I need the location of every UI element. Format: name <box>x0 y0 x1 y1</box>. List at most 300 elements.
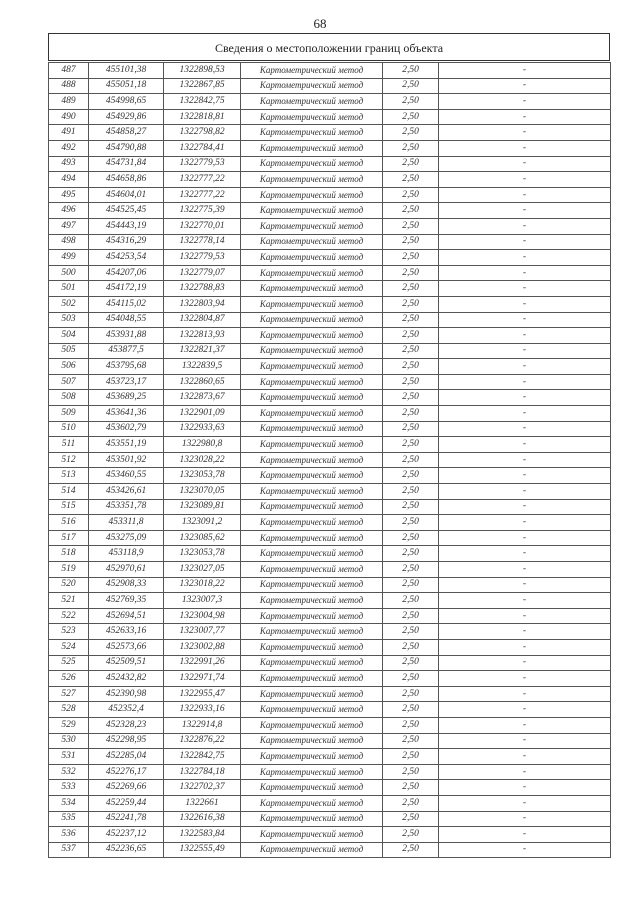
x-coordinate-cell: 452298,95 <box>89 733 164 749</box>
description-cell: - <box>439 639 611 655</box>
y-coordinate-cell: 1322842,75 <box>164 749 241 765</box>
method-cell: Картометрический метод <box>241 312 383 328</box>
x-coordinate-cell: 454731,84 <box>89 156 164 172</box>
point-number-cell: 521 <box>49 593 89 609</box>
y-coordinate-cell: 1323018,22 <box>164 577 241 593</box>
x-coordinate-cell: 452276,17 <box>89 764 164 780</box>
point-number-cell: 500 <box>49 265 89 281</box>
accuracy-cell: 2,50 <box>383 265 439 281</box>
y-coordinate-cell: 1323028,22 <box>164 452 241 468</box>
accuracy-cell: 2,50 <box>383 842 439 858</box>
description-cell: - <box>439 218 611 234</box>
accuracy-cell: 2,50 <box>383 515 439 531</box>
table-row <box>49 296 611 312</box>
y-coordinate-cell: 1323007,77 <box>164 624 241 640</box>
y-coordinate-cell: 1322867,85 <box>164 78 241 94</box>
accuracy-cell: 2,50 <box>383 452 439 468</box>
accuracy-cell: 2,50 <box>383 671 439 687</box>
point-number-cell: 512 <box>49 452 89 468</box>
y-coordinate-cell: 1322933,63 <box>164 421 241 437</box>
table-body <box>49 63 611 858</box>
x-coordinate-cell: 453351,78 <box>89 499 164 515</box>
description-cell: - <box>439 733 611 749</box>
method-cell: Картометрический метод <box>241 530 383 546</box>
description-cell: - <box>439 234 611 250</box>
y-coordinate-cell: 1322779,53 <box>164 156 241 172</box>
table-row <box>49 359 611 375</box>
y-coordinate-cell: 1323053,78 <box>164 468 241 484</box>
method-cell: Картометрический метод <box>241 733 383 749</box>
table-row <box>49 515 611 531</box>
y-coordinate-cell: 1322933,16 <box>164 702 241 718</box>
y-coordinate-cell: 1322914,8 <box>164 717 241 733</box>
x-coordinate-cell: 452390,98 <box>89 686 164 702</box>
method-cell: Картометрический метод <box>241 250 383 266</box>
point-number-cell: 523 <box>49 624 89 640</box>
table-row <box>49 328 611 344</box>
table-row <box>49 577 611 593</box>
method-cell: Картометрический метод <box>241 125 383 141</box>
table-row <box>49 452 611 468</box>
y-coordinate-cell: 1322860,65 <box>164 374 241 390</box>
method-cell: Картометрический метод <box>241 749 383 765</box>
description-cell: - <box>439 764 611 780</box>
point-number-cell: 510 <box>49 421 89 437</box>
point-number-cell: 522 <box>49 608 89 624</box>
table-row <box>49 312 611 328</box>
method-cell: Картометрический метод <box>241 109 383 125</box>
point-number-cell: 499 <box>49 250 89 266</box>
table-row <box>49 437 611 453</box>
description-cell: - <box>439 187 611 203</box>
table-row <box>49 733 611 749</box>
method-cell: Картометрический метод <box>241 827 383 843</box>
table-row <box>49 265 611 281</box>
table-row <box>49 546 611 562</box>
point-number-cell: 501 <box>49 281 89 297</box>
table-row <box>49 94 611 110</box>
description-cell: - <box>439 343 611 359</box>
x-coordinate-cell: 452269,66 <box>89 780 164 796</box>
x-coordinate-cell: 452328,23 <box>89 717 164 733</box>
x-coordinate-cell: 453118,9 <box>89 546 164 562</box>
accuracy-cell: 2,50 <box>383 187 439 203</box>
x-coordinate-cell: 453689,25 <box>89 390 164 406</box>
y-coordinate-cell: 1322779,07 <box>164 265 241 281</box>
description-cell: - <box>439 281 611 297</box>
x-coordinate-cell: 452241,78 <box>89 811 164 827</box>
x-coordinate-cell: 454658,86 <box>89 172 164 188</box>
x-coordinate-cell: 455051,18 <box>89 78 164 94</box>
accuracy-cell: 2,50 <box>383 733 439 749</box>
accuracy-cell: 2,50 <box>383 811 439 827</box>
table-row <box>49 374 611 390</box>
x-coordinate-cell: 454048,55 <box>89 312 164 328</box>
method-cell: Картометрический метод <box>241 562 383 578</box>
description-cell: - <box>439 390 611 406</box>
description-cell: - <box>439 577 611 593</box>
description-cell: - <box>439 499 611 515</box>
table-row <box>49 109 611 125</box>
point-number-cell: 489 <box>49 94 89 110</box>
point-number-cell: 488 <box>49 78 89 94</box>
table-row <box>49 499 611 515</box>
x-coordinate-cell: 454443,19 <box>89 218 164 234</box>
accuracy-cell: 2,50 <box>383 281 439 297</box>
accuracy-cell: 2,50 <box>383 63 439 79</box>
method-cell: Картометрический метод <box>241 343 383 359</box>
method-cell: Картометрический метод <box>241 671 383 687</box>
y-coordinate-cell: 1322777,22 <box>164 187 241 203</box>
y-coordinate-cell: 1322702,37 <box>164 780 241 796</box>
x-coordinate-cell: 453460,55 <box>89 468 164 484</box>
table-row <box>49 390 611 406</box>
description-cell: - <box>439 624 611 640</box>
table-row <box>49 406 611 422</box>
x-coordinate-cell: 453931,88 <box>89 328 164 344</box>
x-coordinate-cell: 453275,09 <box>89 530 164 546</box>
accuracy-cell: 2,50 <box>383 686 439 702</box>
method-cell: Картометрический метод <box>241 639 383 655</box>
method-cell: Картометрический метод <box>241 296 383 312</box>
accuracy-cell: 2,50 <box>383 764 439 780</box>
y-coordinate-cell: 1322839,5 <box>164 359 241 375</box>
description-cell: - <box>439 468 611 484</box>
method-cell: Картометрический метод <box>241 374 383 390</box>
y-coordinate-cell: 1322583,84 <box>164 827 241 843</box>
y-coordinate-cell: 1322784,18 <box>164 764 241 780</box>
method-cell: Картометрический метод <box>241 577 383 593</box>
method-cell: Картометрический метод <box>241 593 383 609</box>
table-row <box>49 125 611 141</box>
table-row <box>49 250 611 266</box>
y-coordinate-cell: 1322616,38 <box>164 811 241 827</box>
y-coordinate-cell: 1323070,05 <box>164 484 241 500</box>
method-cell: Картометрический метод <box>241 717 383 733</box>
point-number-cell: 518 <box>49 546 89 562</box>
accuracy-cell: 2,50 <box>383 156 439 172</box>
table-row <box>49 203 611 219</box>
accuracy-cell: 2,50 <box>383 749 439 765</box>
method-cell: Картометрический метод <box>241 702 383 718</box>
y-coordinate-cell: 1323091,2 <box>164 515 241 531</box>
point-number-cell: 519 <box>49 562 89 578</box>
accuracy-cell: 2,50 <box>383 78 439 94</box>
method-cell: Картометрический метод <box>241 780 383 796</box>
method-cell: Картометрический метод <box>241 281 383 297</box>
method-cell: Картометрический метод <box>241 265 383 281</box>
method-cell: Картометрический метод <box>241 468 383 484</box>
table-row <box>49 562 611 578</box>
x-coordinate-cell: 452352,4 <box>89 702 164 718</box>
table-row <box>49 187 611 203</box>
table-row <box>49 639 611 655</box>
point-number-cell: 509 <box>49 406 89 422</box>
y-coordinate-cell: 1322955,47 <box>164 686 241 702</box>
method-cell: Картометрический метод <box>241 811 383 827</box>
y-coordinate-cell: 1322784,41 <box>164 140 241 156</box>
y-coordinate-cell: 1322661 <box>164 795 241 811</box>
point-number-cell: 536 <box>49 827 89 843</box>
point-number-cell: 493 <box>49 156 89 172</box>
method-cell: Картометрический метод <box>241 63 383 79</box>
x-coordinate-cell: 454207,06 <box>89 265 164 281</box>
table-row <box>49 686 611 702</box>
method-cell: Картометрический метод <box>241 608 383 624</box>
x-coordinate-cell: 452769,35 <box>89 593 164 609</box>
accuracy-cell: 2,50 <box>383 406 439 422</box>
y-coordinate-cell: 1322770,01 <box>164 218 241 234</box>
description-cell: - <box>439 78 611 94</box>
point-number-cell: 496 <box>49 203 89 219</box>
page-number: 68 <box>313 16 327 31</box>
description-cell: - <box>439 749 611 765</box>
accuracy-cell: 2,50 <box>383 577 439 593</box>
accuracy-cell: 2,50 <box>383 359 439 375</box>
y-coordinate-cell: 1322991,26 <box>164 655 241 671</box>
y-coordinate-cell: 1322555,49 <box>164 842 241 858</box>
accuracy-cell: 2,50 <box>383 172 439 188</box>
x-coordinate-cell: 453877,5 <box>89 343 164 359</box>
y-coordinate-cell: 1323002,88 <box>164 639 241 655</box>
y-coordinate-cell: 1322818,81 <box>164 109 241 125</box>
point-number-cell: 516 <box>49 515 89 531</box>
description-cell: - <box>439 296 611 312</box>
table-row <box>49 530 611 546</box>
table-row <box>49 780 611 796</box>
description-cell: - <box>439 94 611 110</box>
method-cell: Картометрический метод <box>241 140 383 156</box>
point-number-cell: 529 <box>49 717 89 733</box>
x-coordinate-cell: 454172,19 <box>89 281 164 297</box>
y-coordinate-cell: 1322798,82 <box>164 125 241 141</box>
description-cell: - <box>439 374 611 390</box>
table-row <box>49 343 611 359</box>
method-cell: Картометрический метод <box>241 437 383 453</box>
accuracy-cell: 2,50 <box>383 312 439 328</box>
y-coordinate-cell: 1322788,83 <box>164 281 241 297</box>
description-cell: - <box>439 686 611 702</box>
point-number-cell: 490 <box>49 109 89 125</box>
y-coordinate-cell: 1322898,53 <box>164 63 241 79</box>
y-coordinate-cell: 1322842,75 <box>164 94 241 110</box>
method-cell: Картометрический метод <box>241 78 383 94</box>
accuracy-cell: 2,50 <box>383 421 439 437</box>
point-number-cell: 498 <box>49 234 89 250</box>
description-cell: - <box>439 530 611 546</box>
description-cell: - <box>439 562 611 578</box>
y-coordinate-cell: 1323027,05 <box>164 562 241 578</box>
method-cell: Картометрический метод <box>241 842 383 858</box>
point-number-cell: 487 <box>49 63 89 79</box>
accuracy-cell: 2,50 <box>383 203 439 219</box>
table-title: Сведения о местоположении границ объекта <box>48 33 610 61</box>
point-number-cell: 514 <box>49 484 89 500</box>
method-cell: Картометрический метод <box>241 390 383 406</box>
method-cell: Картометрический метод <box>241 499 383 515</box>
x-coordinate-cell: 454316,29 <box>89 234 164 250</box>
x-coordinate-cell: 453602,79 <box>89 421 164 437</box>
accuracy-cell: 2,50 <box>383 530 439 546</box>
table-row <box>49 608 611 624</box>
description-cell: - <box>439 406 611 422</box>
point-number-cell: 492 <box>49 140 89 156</box>
table-row <box>49 702 611 718</box>
x-coordinate-cell: 454525,45 <box>89 203 164 219</box>
x-coordinate-cell: 452259,44 <box>89 795 164 811</box>
accuracy-cell: 2,50 <box>383 593 439 609</box>
x-coordinate-cell: 454115,02 <box>89 296 164 312</box>
point-number-cell: 524 <box>49 639 89 655</box>
description-cell: - <box>439 842 611 858</box>
table-row <box>49 624 611 640</box>
table-row <box>49 749 611 765</box>
description-cell: - <box>439 795 611 811</box>
coordinates-table-container <box>48 33 610 858</box>
accuracy-cell: 2,50 <box>383 437 439 453</box>
x-coordinate-cell: 452694,51 <box>89 608 164 624</box>
y-coordinate-cell: 1322876,22 <box>164 733 241 749</box>
accuracy-cell: 2,50 <box>383 468 439 484</box>
accuracy-cell: 2,50 <box>383 624 439 640</box>
accuracy-cell: 2,50 <box>383 374 439 390</box>
accuracy-cell: 2,50 <box>383 328 439 344</box>
accuracy-cell: 2,50 <box>383 250 439 266</box>
method-cell: Картометрический метод <box>241 328 383 344</box>
table-row <box>49 795 611 811</box>
point-number-cell: 515 <box>49 499 89 515</box>
table-row <box>49 140 611 156</box>
x-coordinate-cell: 452633,16 <box>89 624 164 640</box>
description-cell: - <box>439 593 611 609</box>
accuracy-cell: 2,50 <box>383 546 439 562</box>
x-coordinate-cell: 453723,17 <box>89 374 164 390</box>
accuracy-cell: 2,50 <box>383 140 439 156</box>
table-row <box>49 811 611 827</box>
point-number-cell: 527 <box>49 686 89 702</box>
x-coordinate-cell: 453641,36 <box>89 406 164 422</box>
point-number-cell: 534 <box>49 795 89 811</box>
x-coordinate-cell: 454253,54 <box>89 250 164 266</box>
method-cell: Картометрический метод <box>241 795 383 811</box>
point-number-cell: 506 <box>49 359 89 375</box>
table-row <box>49 218 611 234</box>
x-coordinate-cell: 453311,8 <box>89 515 164 531</box>
point-number-cell: 511 <box>49 437 89 453</box>
x-coordinate-cell: 454998,65 <box>89 94 164 110</box>
x-coordinate-cell: 452285,04 <box>89 749 164 765</box>
table-row <box>49 717 611 733</box>
x-coordinate-cell: 454858,27 <box>89 125 164 141</box>
description-cell: - <box>439 671 611 687</box>
table-row <box>49 63 611 79</box>
x-coordinate-cell: 454790,88 <box>89 140 164 156</box>
y-coordinate-cell: 1322779,53 <box>164 250 241 266</box>
y-coordinate-cell: 1323053,78 <box>164 546 241 562</box>
point-number-cell: 497 <box>49 218 89 234</box>
description-cell: - <box>439 515 611 531</box>
accuracy-cell: 2,50 <box>383 296 439 312</box>
description-cell: - <box>439 63 611 79</box>
accuracy-cell: 2,50 <box>383 608 439 624</box>
y-coordinate-cell: 1323085,62 <box>164 530 241 546</box>
y-coordinate-cell: 1322901,09 <box>164 406 241 422</box>
method-cell: Картометрический метод <box>241 203 383 219</box>
accuracy-cell: 2,50 <box>383 702 439 718</box>
x-coordinate-cell: 453795,68 <box>89 359 164 375</box>
point-number-cell: 531 <box>49 749 89 765</box>
description-cell: - <box>439 717 611 733</box>
accuracy-cell: 2,50 <box>383 125 439 141</box>
method-cell: Картометрический метод <box>241 655 383 671</box>
method-cell: Картометрический метод <box>241 484 383 500</box>
x-coordinate-cell: 452908,33 <box>89 577 164 593</box>
method-cell: Картометрический метод <box>241 172 383 188</box>
description-cell: - <box>439 421 611 437</box>
description-cell: - <box>439 811 611 827</box>
table-row <box>49 655 611 671</box>
point-number-cell: 526 <box>49 671 89 687</box>
y-coordinate-cell: 1322777,22 <box>164 172 241 188</box>
x-coordinate-cell: 452970,61 <box>89 562 164 578</box>
method-cell: Картометрический метод <box>241 359 383 375</box>
x-coordinate-cell: 455101,38 <box>89 63 164 79</box>
point-number-cell: 528 <box>49 702 89 718</box>
accuracy-cell: 2,50 <box>383 717 439 733</box>
accuracy-cell: 2,50 <box>383 343 439 359</box>
description-cell: - <box>439 328 611 344</box>
accuracy-cell: 2,50 <box>383 484 439 500</box>
description-cell: - <box>439 265 611 281</box>
method-cell: Картометрический метод <box>241 187 383 203</box>
accuracy-cell: 2,50 <box>383 218 439 234</box>
table-row <box>49 842 611 858</box>
accuracy-cell: 2,50 <box>383 109 439 125</box>
y-coordinate-cell: 1322804,87 <box>164 312 241 328</box>
method-cell: Картометрический метод <box>241 624 383 640</box>
accuracy-cell: 2,50 <box>383 827 439 843</box>
point-number-cell: 517 <box>49 530 89 546</box>
point-number-cell: 520 <box>49 577 89 593</box>
x-coordinate-cell: 452573,66 <box>89 639 164 655</box>
description-cell: - <box>439 484 611 500</box>
y-coordinate-cell: 1322803,94 <box>164 296 241 312</box>
description-cell: - <box>439 608 611 624</box>
point-number-cell: 513 <box>49 468 89 484</box>
description-cell: - <box>439 359 611 375</box>
method-cell: Картометрический метод <box>241 406 383 422</box>
description-cell: - <box>439 109 611 125</box>
table-row <box>49 172 611 188</box>
method-cell: Картометрический метод <box>241 764 383 780</box>
accuracy-cell: 2,50 <box>383 780 439 796</box>
point-number-cell: 502 <box>49 296 89 312</box>
accuracy-cell: 2,50 <box>383 795 439 811</box>
y-coordinate-cell: 1322873,67 <box>164 390 241 406</box>
x-coordinate-cell: 452237,12 <box>89 827 164 843</box>
y-coordinate-cell: 1323007,3 <box>164 593 241 609</box>
description-cell: - <box>439 125 611 141</box>
x-coordinate-cell: 452236,65 <box>89 842 164 858</box>
description-cell: - <box>439 437 611 453</box>
method-cell: Картометрический метод <box>241 686 383 702</box>
point-number-cell: 507 <box>49 374 89 390</box>
accuracy-cell: 2,50 <box>383 390 439 406</box>
table-row <box>49 156 611 172</box>
accuracy-cell: 2,50 <box>383 655 439 671</box>
table-row <box>49 593 611 609</box>
table-row <box>49 78 611 94</box>
